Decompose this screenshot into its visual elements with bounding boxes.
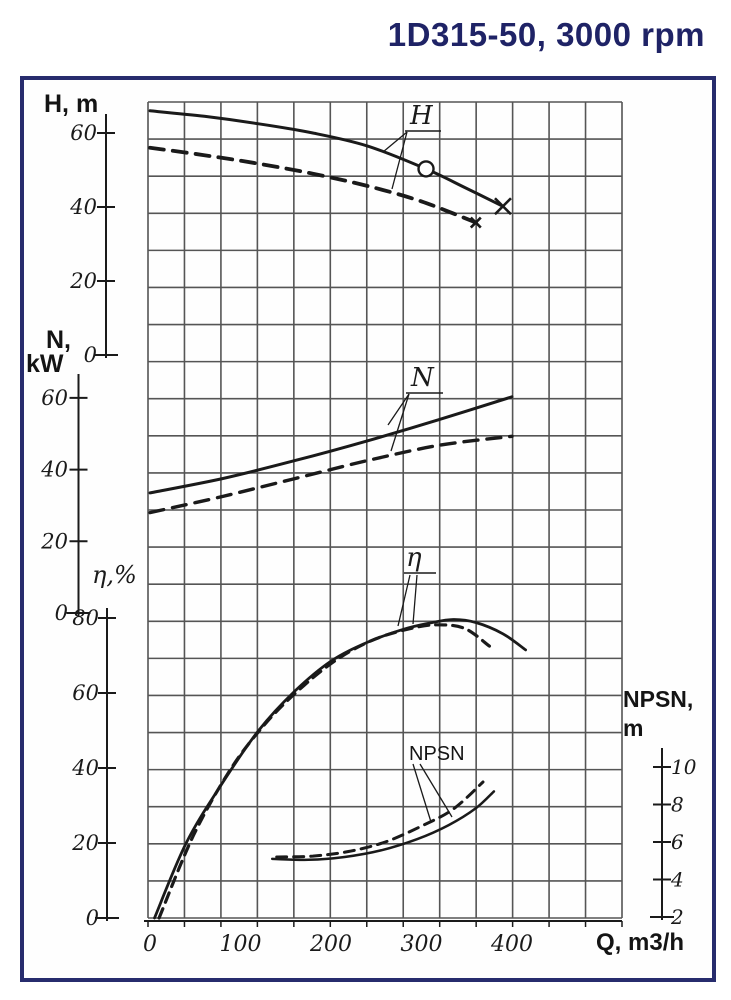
q-axis-tick-label: 200 xyxy=(310,932,352,957)
q-axis-tick-label: 400 xyxy=(491,932,533,957)
axis-H-tick-label: 60 xyxy=(70,121,97,145)
q-axis-tick-label: 100 xyxy=(219,932,262,957)
q-axis-title: Q, m3/h xyxy=(596,929,685,956)
axis-npsn-tick-label: 4 xyxy=(671,867,684,892)
curve-label-eta-text: η xyxy=(406,543,422,573)
end-x-marker xyxy=(495,198,511,214)
axis-npsn xyxy=(650,748,697,929)
npsn-axis-title-line2: m xyxy=(623,715,644,741)
axis-H-tick-label: 40 xyxy=(70,195,97,219)
axis-H-tick-label: 20 xyxy=(70,269,97,293)
axis-npsn-tick-label: 2 xyxy=(671,905,684,929)
axis-eta-tick-label: 20 xyxy=(72,831,99,855)
curve-label-npsn-leader xyxy=(420,764,452,817)
curve-label-npsn-text: NPSN xyxy=(409,743,465,765)
curve-H-dashed xyxy=(150,148,476,223)
axis-npsn-tick-label: 6 xyxy=(671,830,684,854)
axis-N-tick-label: 60 xyxy=(41,385,68,410)
axis-N-tick-label: 40 xyxy=(41,457,68,482)
eta-axis-title: η,% xyxy=(92,561,137,589)
axis-eta xyxy=(71,606,119,930)
n-axis-title-line1: N, xyxy=(46,326,71,354)
axis-npsn-tick-label: 8 xyxy=(671,792,684,817)
axis-eta-tick-label: 60 xyxy=(72,681,99,705)
curve-label-N-leader xyxy=(391,394,409,451)
axis-N xyxy=(40,374,90,625)
curve-label-N-text: N xyxy=(411,363,434,393)
curve-label-npsn xyxy=(409,743,465,822)
axis-N-tick-label: 0 xyxy=(54,601,68,625)
curve-NPSN-dashed xyxy=(277,782,483,857)
curve-solid xyxy=(155,619,526,918)
grid-group xyxy=(148,102,622,918)
duty-point-circle-marker xyxy=(419,161,434,176)
axis-eta-tick-label: 40 xyxy=(72,756,99,780)
curve-label-N xyxy=(388,363,443,451)
npsn-axis-title-line1: NPSN, xyxy=(623,686,694,712)
axis-eta-tick-label: 80 xyxy=(72,606,99,630)
q-axis-tick-label: 300 xyxy=(400,932,443,957)
axis-H xyxy=(69,114,118,367)
curve-label-H-text: H xyxy=(410,101,433,131)
chart-title: 1D315-50, 3000 rpm xyxy=(387,16,705,53)
h-axis-title: H, m xyxy=(44,90,99,118)
curve-label-npsn-leader xyxy=(413,764,431,822)
curve-H-solid xyxy=(150,111,503,207)
axis-N-tick-label: 20 xyxy=(41,529,68,554)
q-axis-tick-label: 0 xyxy=(143,932,157,957)
n-axis-title-line2: kW xyxy=(26,350,64,378)
curve-label-eta-leader xyxy=(413,575,417,624)
axis-npsn-tick-label: 10 xyxy=(671,755,697,779)
axis-H-tick-label: 0 xyxy=(83,343,97,367)
axis-eta-tick-label: 0 xyxy=(85,906,99,930)
